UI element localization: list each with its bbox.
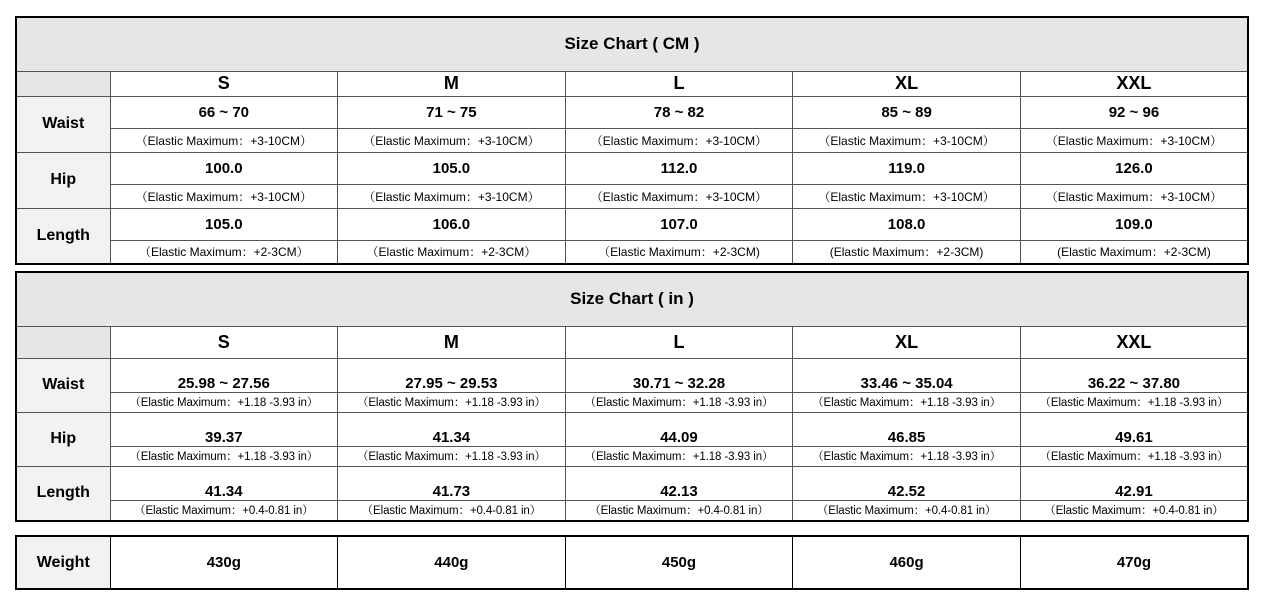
size-chart-cm-title: Size Chart ( CM ) (16, 17, 1248, 71)
cell-value: 46.85 (793, 412, 1021, 446)
header-corner (16, 326, 110, 358)
size-header-xxl: XXL (1020, 71, 1248, 96)
size-header-xl: XL (793, 71, 1021, 96)
size-header-s: S (110, 71, 338, 96)
cell-value: 108.0 (793, 208, 1021, 240)
weight-value-xxl: 470g (1020, 536, 1248, 589)
cell-value: 30.71 ~ 32.28 (565, 358, 793, 392)
row-label-length: Length (16, 208, 110, 264)
size-header-m: M (338, 71, 566, 96)
cell-value: 85 ~ 89 (793, 96, 1021, 128)
cell-note: （Elastic Maximum：+3-10CM） (793, 184, 1021, 208)
cell-note: （Elastic Maximum：+1.18 -3.93 in） (1020, 392, 1248, 412)
cell-value: 36.22 ~ 37.80 (1020, 358, 1248, 392)
cell-value: 119.0 (793, 152, 1021, 184)
size-chart-inch-title: Size Chart ( in ) (16, 272, 1248, 326)
weight-value-s: 430g (110, 536, 338, 589)
header-corner (16, 71, 110, 96)
cell-value: 41.34 (338, 412, 566, 446)
size-header-m: M (338, 326, 566, 358)
row-label-length: Length (16, 466, 110, 521)
row-label-hip: Hip (16, 412, 110, 466)
cell-note: （Elastic Maximum：+2-3CM） (110, 240, 338, 264)
cell-value: 100.0 (110, 152, 338, 184)
cell-note: （Elastic Maximum：+1.18 -3.93 in） (338, 446, 566, 466)
cell-value: 105.0 (338, 152, 566, 184)
cell-note: （Elastic Maximum：+2-3CM） (338, 240, 566, 264)
cell-note: （Elastic Maximum：+0.4-0.81 in） (338, 500, 566, 521)
cell-note: （Elastic Maximum：+3-10CM） (565, 128, 793, 152)
cell-value: 106.0 (338, 208, 566, 240)
cell-value: 41.34 (110, 466, 338, 500)
cell-note: （Elastic Maximum：+1.18 -3.93 in） (338, 392, 566, 412)
row-label-waist: Waist (16, 96, 110, 152)
cell-value: 42.91 (1020, 466, 1248, 500)
weight-value-l: 450g (565, 536, 793, 589)
cell-note: （Elastic Maximum：+1.18 -3.93 in） (793, 446, 1021, 466)
cell-value: 27.95 ~ 29.53 (338, 358, 566, 392)
row-label-hip: Hip (16, 152, 110, 208)
cell-note: （Elastic Maximum：+3-10CM） (110, 184, 338, 208)
cell-note: （Elastic Maximum：+0.4-0.81 in） (565, 500, 793, 521)
cell-value: 33.46 ~ 35.04 (793, 358, 1021, 392)
row-label-weight: Weight (16, 536, 110, 589)
cell-note: （Elastic Maximum：+3-10CM） (1020, 184, 1248, 208)
cell-value: 109.0 (1020, 208, 1248, 240)
cell-value: 105.0 (110, 208, 338, 240)
cell-value: 126.0 (1020, 152, 1248, 184)
cell-value: 49.61 (1020, 412, 1248, 446)
cell-note: （Elastic Maximum：+3-10CM） (338, 128, 566, 152)
cell-note: （Elastic Maximum：+1.18 -3.93 in） (110, 446, 338, 466)
cell-note: （Elastic Maximum：+1.18 -3.93 in） (1020, 446, 1248, 466)
cell-value: 66 ~ 70 (110, 96, 338, 128)
cell-note: (Elastic Maximum：+2-3CM) (793, 240, 1021, 264)
size-header-l: L (565, 71, 793, 96)
cell-note: （Elastic Maximum：+3-10CM） (110, 128, 338, 152)
cell-note: （Elastic Maximum：+0.4-0.81 in） (793, 500, 1021, 521)
cell-note: （Elastic Maximum：+1.18 -3.93 in） (793, 392, 1021, 412)
cell-note: （Elastic Maximum：+1.18 -3.93 in） (110, 392, 338, 412)
cell-note: （Elastic Maximum：+0.4-0.81 in） (1020, 500, 1248, 521)
cell-note: （Elastic Maximum：+2-3CM) (565, 240, 793, 264)
weight-value-m: 440g (338, 536, 566, 589)
cell-note: （Elastic Maximum：+1.18 -3.93 in） (565, 392, 793, 412)
size-chart-cm (15, 16, 1249, 265)
cell-note: (Elastic Maximum：+2-3CM) (1020, 240, 1248, 264)
size-header-l: L (565, 326, 793, 358)
size-header-xl: XL (793, 326, 1021, 358)
cell-note: （Elastic Maximum：+3-10CM） (1020, 128, 1248, 152)
cell-note: （Elastic Maximum：+3-10CM） (565, 184, 793, 208)
cell-value: 41.73 (338, 466, 566, 500)
cell-value: 42.52 (793, 466, 1021, 500)
cell-value: 44.09 (565, 412, 793, 446)
cell-note: （Elastic Maximum：+3-10CM） (338, 184, 566, 208)
cell-value: 112.0 (565, 152, 793, 184)
cell-note: （Elastic Maximum：+3-10CM） (793, 128, 1021, 152)
cell-note: （Elastic Maximum：+1.18 -3.93 in） (565, 446, 793, 466)
cell-note: （Elastic Maximum：+0.4-0.81 in） (110, 500, 338, 521)
size-header-s: S (110, 326, 338, 358)
weight-value-xl: 460g (793, 536, 1021, 589)
cell-value: 42.13 (565, 466, 793, 500)
cell-value: 25.98 ~ 27.56 (110, 358, 338, 392)
row-label-waist: Waist (16, 358, 110, 412)
weight-table (15, 535, 1249, 590)
cell-value: 39.37 (110, 412, 338, 446)
cell-value: 71 ~ 75 (338, 96, 566, 128)
size-header-xxl: XXL (1020, 326, 1248, 358)
cell-value: 92 ~ 96 (1020, 96, 1248, 128)
cell-value: 78 ~ 82 (565, 96, 793, 128)
cell-value: 107.0 (565, 208, 793, 240)
size-chart-inch (15, 271, 1249, 522)
